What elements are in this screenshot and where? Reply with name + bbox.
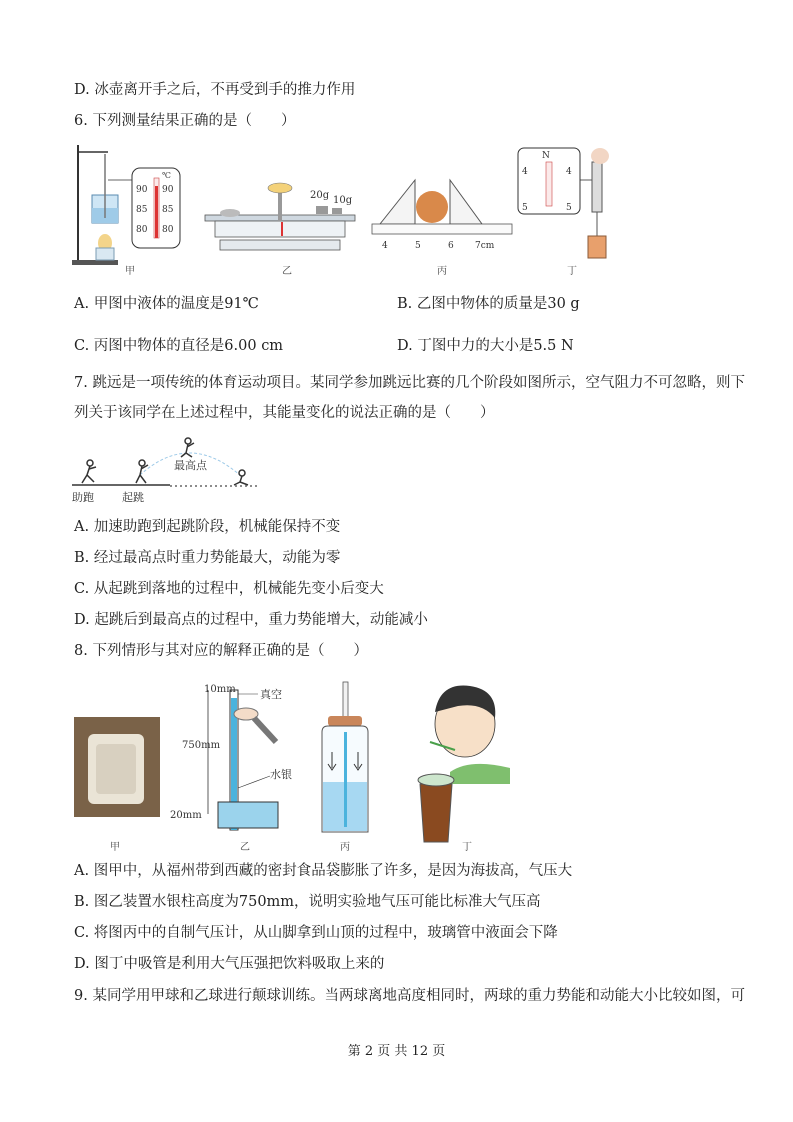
q6-stem: 6. 下列测量结果正确的是（ ） <box>74 113 296 129</box>
svg-text:6: 6 <box>448 241 454 251</box>
svg-text:90: 90 <box>136 185 148 195</box>
ruler-illustration <box>372 180 512 234</box>
q8-option-a: A. 图甲中，从福州带到西藏的密封食品袋膨胀了许多，是因为海拔高，气压大 <box>74 863 573 879</box>
q9-stem: 9. 某同学用甲球和乙球进行颠球训练。当两球离地高度相同时，两球的重力势能和动能大小比较如图，可 <box>74 988 745 1004</box>
svg-text:5: 5 <box>415 241 421 251</box>
q5-option-d: D. 冰壶离开手之后，不再受到手的推力作用 <box>74 82 356 98</box>
q7-option-b: B. 经过最高点时重力势能最大，动能为零 <box>74 550 341 566</box>
q8-option-b: B. 图乙装置水银柱高度为750mm，说明实验地气压可能比标准大气压高 <box>74 894 541 910</box>
q8-option-c: C. 将图丙中的自制气压计，从山脚拿到山顶的过程中，玻璃管中液面会下降 <box>74 925 558 941</box>
svg-text:甲: 甲 <box>110 842 120 853</box>
balance-illustration <box>205 183 355 250</box>
q6-fig-label-yi: 乙 <box>282 266 292 277</box>
svg-text:最高点: 最高点 <box>174 459 207 472</box>
thermo-unit: ℃ <box>162 171 171 180</box>
q8-option-d: D. 图丁中吸管是利用大气压强把饮料吸取上来的 <box>74 956 385 972</box>
q6-option-d: D. 丁图中力的大小是5.5 N <box>397 338 574 354</box>
svg-text:20g: 20g <box>310 190 330 201</box>
page-footer: 第 2 页 共 12 页 <box>347 1044 446 1059</box>
q7-option-d: D. 起跳后到最高点的过程中，重力势能增大，动能减小 <box>74 612 428 628</box>
svg-text:助跑: 助跑 <box>72 491 94 504</box>
spring-scale-illustration <box>518 148 609 258</box>
svg-text:N: N <box>542 151 550 161</box>
q7-stem-line2: 列关于该同学在上述过程中，其能量变化的说法正确的是（ ） <box>74 405 495 421</box>
q6-figure <box>70 140 630 280</box>
q7-figure <box>70 435 270 505</box>
svg-text:10g: 10g <box>333 195 353 206</box>
boy-drinking-illustration <box>418 686 510 842</box>
q6-option-a: A. 甲图中液体的温度是91℃ <box>74 296 259 312</box>
svg-text:乙: 乙 <box>240 842 250 853</box>
svg-text:5: 5 <box>566 203 572 213</box>
q8-figure <box>70 672 530 862</box>
svg-text:水银: 水银 <box>270 768 292 781</box>
svg-text:80: 80 <box>162 225 174 235</box>
svg-text:10mm: 10mm <box>204 684 236 695</box>
mercury-barometer-illustration <box>208 690 278 830</box>
q6-option-b: B. 乙图中物体的质量是30 g <box>397 296 580 312</box>
svg-text:80: 80 <box>136 225 148 235</box>
q7-option-a: A. 加速助跑到起跳阶段，机械能保持不变 <box>74 519 341 535</box>
q7-stem-line1: 7. 跳远是一项传统的体育运动项目。某同学参加跳远比赛的几个阶段如图所示，空气阻力不可忽略，则下 <box>74 375 745 391</box>
svg-text:丙: 丙 <box>340 842 350 853</box>
svg-text:起跳: 起跳 <box>122 491 144 504</box>
svg-text:4: 4 <box>522 167 528 177</box>
svg-text:5: 5 <box>522 203 528 213</box>
q6-fig-label-bing: 丙 <box>437 266 447 277</box>
svg-text:20mm: 20mm <box>170 810 202 821</box>
homemade-barometer-illustration <box>322 682 368 832</box>
svg-text:4: 4 <box>566 167 572 177</box>
athlete-figures <box>82 438 248 485</box>
q8-stem: 8. 下列情形与其对应的解释正确的是（ ） <box>74 643 368 659</box>
svg-text:85: 85 <box>162 205 174 215</box>
q6-option-c: C. 丙图中物体的直径是6.00 cm <box>74 338 284 354</box>
svg-text:4: 4 <box>382 241 388 251</box>
q6-fig-label-ding: 丁 <box>567 266 577 277</box>
food-bag-photo <box>74 717 160 817</box>
svg-text:90: 90 <box>162 185 174 195</box>
svg-text:85: 85 <box>136 205 148 215</box>
q7-option-c: C. 从起跳到落地的过程中，机械能先变小后变大 <box>74 581 384 597</box>
q6-fig-label-jia: 甲 <box>125 266 135 277</box>
svg-text:7cm: 7cm <box>475 241 495 251</box>
svg-text:真空: 真空 <box>260 688 282 701</box>
svg-text:丁: 丁 <box>462 842 472 853</box>
svg-text:750mm: 750mm <box>182 740 221 751</box>
